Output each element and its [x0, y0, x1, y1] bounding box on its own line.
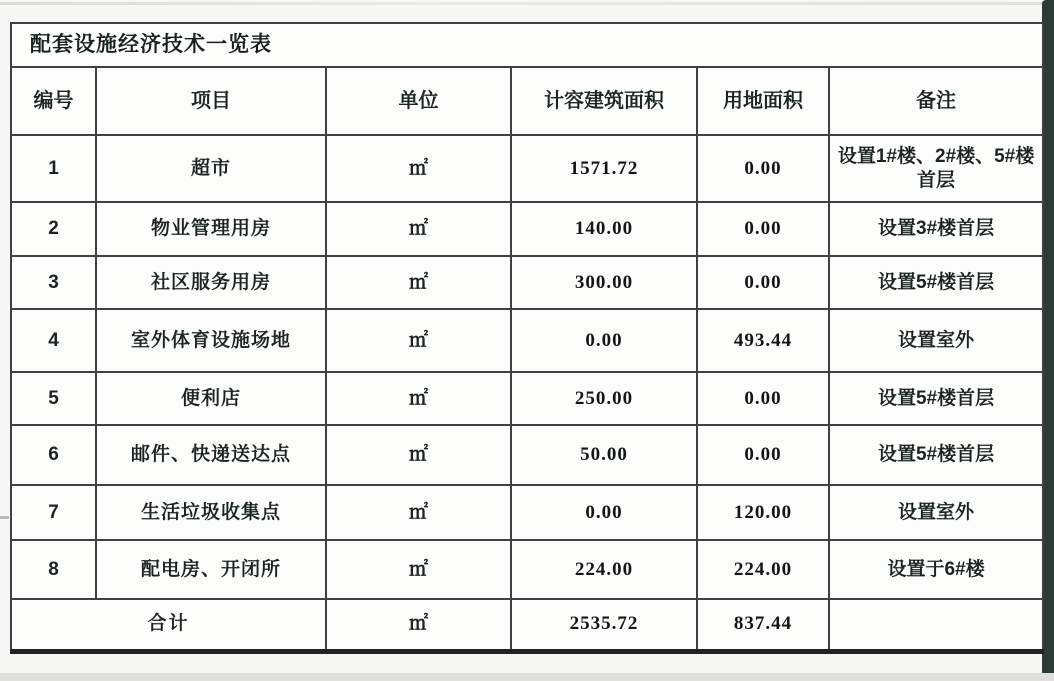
cell-unit: ㎡: [326, 256, 511, 309]
header-floor-area: 计容建筑面积: [511, 67, 697, 135]
cell-remark: 设置5#楼首层: [829, 425, 1043, 485]
header-land-area: 用地面积: [697, 67, 829, 135]
table-title: 配套设施经济技术一览表: [11, 23, 1043, 67]
cell-unit: ㎡: [326, 540, 511, 599]
cell-no: 6: [11, 425, 96, 485]
total-remark: [829, 599, 1043, 651]
table-total-row: [11, 599, 1043, 651]
cell-land-area: 224.00: [697, 540, 829, 599]
cell-item: 社区服务用房: [96, 256, 326, 309]
cell-floor-area: 300.00: [511, 256, 697, 309]
cell-land-area: 120.00: [697, 485, 829, 540]
cell-land-area: 0.00: [697, 425, 829, 485]
cell-unit: ㎡: [326, 135, 511, 202]
total-label: 合计: [11, 599, 326, 651]
cell-land-area: 493.44: [697, 309, 829, 372]
cell-item: 生活垃圾收集点: [96, 485, 326, 540]
cell-item: 室外体育设施场地: [96, 309, 326, 372]
table-row: [11, 135, 1043, 202]
cell-no: 4: [11, 309, 96, 372]
cell-remark: 设置5#楼首层: [829, 256, 1043, 309]
cell-no: 5: [11, 372, 96, 425]
cell-floor-area: 50.00: [511, 425, 697, 485]
table-row: [11, 485, 1043, 540]
cell-item: 超市: [96, 135, 326, 202]
total-land-area: 837.44: [697, 599, 829, 651]
cell-remark: 设置1#楼、2#楼、5#楼首层: [829, 135, 1043, 202]
table-title-row: [11, 23, 1043, 67]
scan-edge-top: [0, 2, 1054, 5]
table-row: [11, 202, 1043, 256]
header-unit: 单位: [326, 67, 511, 135]
cell-land-area: 0.00: [697, 256, 829, 309]
cell-floor-area: 224.00: [511, 540, 697, 599]
table-row: [11, 540, 1043, 599]
table-header-row: [11, 67, 1043, 135]
cell-land-area: 0.00: [697, 372, 829, 425]
cell-no: 8: [11, 540, 96, 599]
header-remark: 备注: [829, 67, 1043, 135]
cell-no: 1: [11, 135, 96, 202]
cell-floor-area: 0.00: [511, 309, 697, 372]
cell-item: 邮件、快递送达点: [96, 425, 326, 485]
cell-land-area: 0.00: [697, 202, 829, 256]
cell-floor-area: 0.00: [511, 485, 697, 540]
cell-floor-area: 140.00: [511, 202, 697, 256]
table-row: [11, 256, 1043, 309]
cell-item: 便利店: [96, 372, 326, 425]
scan-edge-bottom: [0, 673, 1054, 681]
cell-land-area: 0.00: [697, 135, 829, 202]
cell-remark: 设置室外: [829, 309, 1043, 372]
table-row: [11, 309, 1043, 372]
table-row: [11, 372, 1043, 425]
cell-unit: ㎡: [326, 485, 511, 540]
cell-floor-area: 1571.72: [511, 135, 697, 202]
cell-remark: 设置室外: [829, 485, 1043, 540]
cell-floor-area: 250.00: [511, 372, 697, 425]
header-item: 项目: [96, 67, 326, 135]
cell-no: 3: [11, 256, 96, 309]
header-no: 编号: [11, 67, 96, 135]
total-unit: ㎡: [326, 599, 511, 651]
total-floor-area: 2535.72: [511, 599, 697, 651]
cell-remark: 设置5#楼首层: [829, 372, 1043, 425]
cell-remark: 设置于6#楼: [829, 540, 1043, 599]
facilities-table: [10, 22, 1044, 654]
cell-unit: ㎡: [326, 309, 511, 372]
cell-item: 物业管理用房: [96, 202, 326, 256]
table-row: [11, 425, 1043, 485]
cell-remark: 设置3#楼首层: [829, 202, 1043, 256]
cell-unit: ㎡: [326, 372, 511, 425]
cell-unit: ㎡: [326, 425, 511, 485]
scan-mark-left: [0, 516, 9, 519]
cell-no: 7: [11, 485, 96, 540]
cell-no: 2: [11, 202, 96, 256]
cell-unit: ㎡: [326, 202, 511, 256]
cell-item: 配电房、开闭所: [96, 540, 326, 599]
